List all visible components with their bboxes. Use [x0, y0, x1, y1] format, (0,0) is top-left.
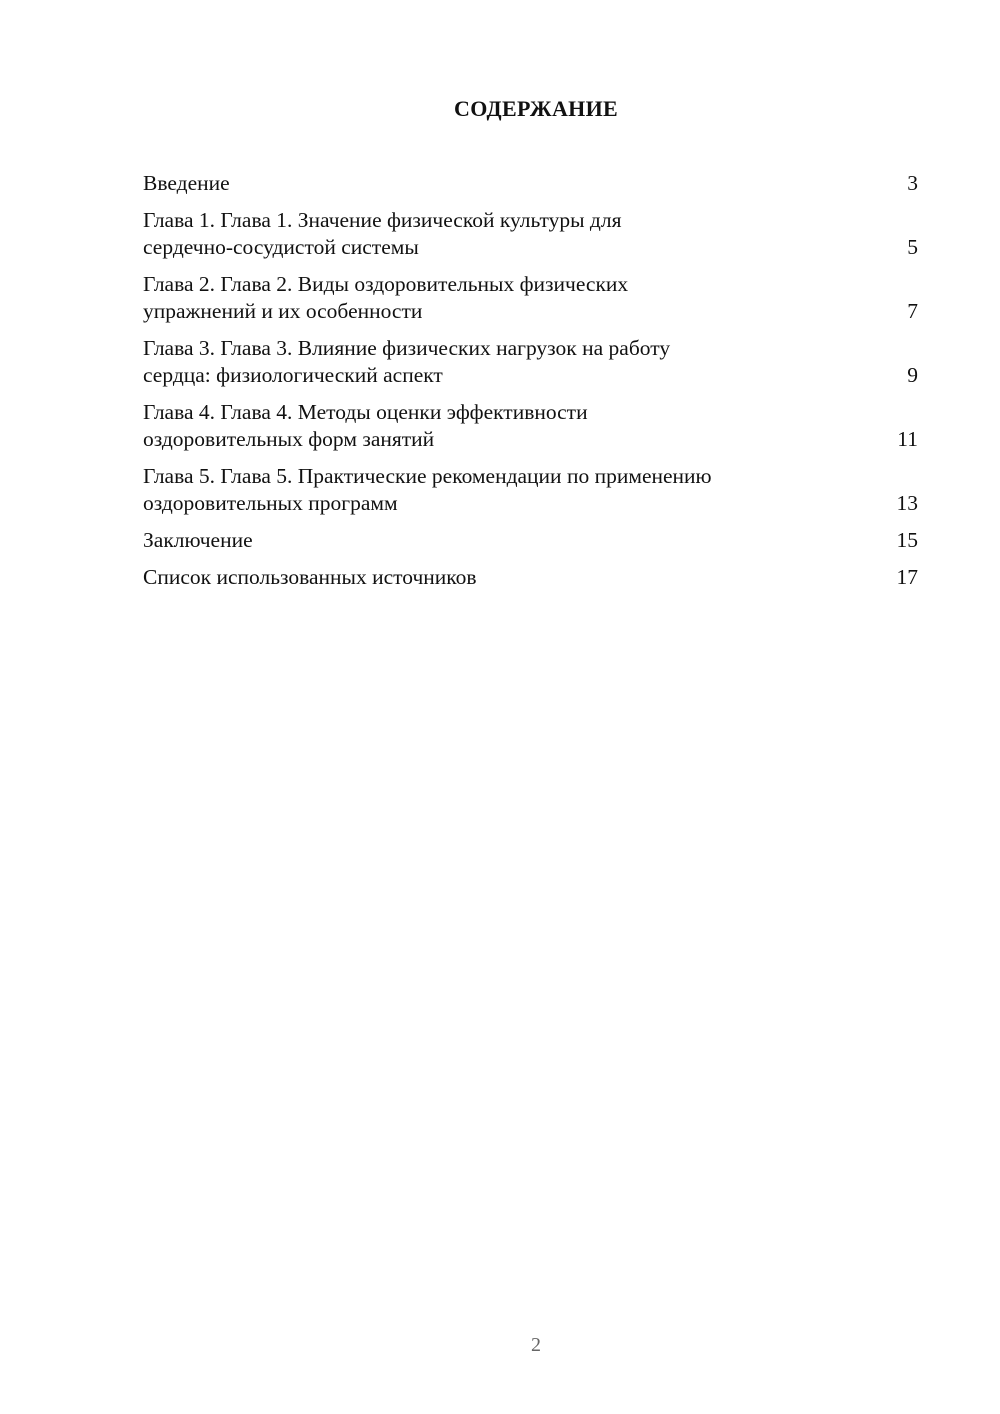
toc-entry-chapter-2	[143, 271, 918, 325]
toc-entry-text: Глава 1. Глава 1. Значение физической культуры для сердечно-сосудистой системы	[143, 208, 622, 259]
toc-entry-page-number: 9	[907, 363, 918, 387]
toc-entry-page-number: 15	[896, 528, 918, 552]
toc-entry-page-number: 7	[907, 299, 918, 323]
toc-entry-conclusion	[143, 527, 918, 554]
toc-entry-references	[143, 564, 918, 591]
toc-entry-text: Список использованных источников	[143, 565, 477, 589]
toc-entry-text: Глава 5. Глава 5. Практические рекомендации по применению оздоровительных программ	[143, 464, 712, 515]
toc-entry-text: Глава 4. Глава 4. Методы оценки эффективности оздоровительных форм занятий	[143, 400, 588, 451]
toc-entry-chapter-4	[143, 399, 918, 453]
toc-entry-text: Глава 2. Глава 2. Виды оздоровительных физических упражнений и их особенности	[143, 272, 629, 323]
page-number: 2	[531, 1334, 541, 1356]
toc-entry-chapter-5	[143, 463, 918, 517]
toc-entry-page-number: 17	[896, 565, 918, 589]
toc-entry-text: Глава 3. Глава 3. Влияние физических нагрузок на работу сердца: физиологический аспект	[143, 336, 671, 387]
toc-entry-chapter-1	[143, 207, 918, 261]
toc-entry-page-number: 3	[907, 171, 918, 195]
toc-entry-introduction	[143, 170, 918, 197]
page-title: СОДЕРЖАНИЕ	[454, 96, 618, 121]
toc-entry-page-number: 11	[897, 427, 918, 451]
toc-entry-text: Введение	[143, 171, 230, 195]
toc-entry-page-number: 5	[907, 235, 918, 259]
table-of-contents	[143, 170, 918, 601]
toc-entry-page-number: 13	[896, 491, 918, 515]
toc-entry-text: Заключение	[143, 528, 253, 552]
toc-entry-chapter-3	[143, 335, 918, 389]
